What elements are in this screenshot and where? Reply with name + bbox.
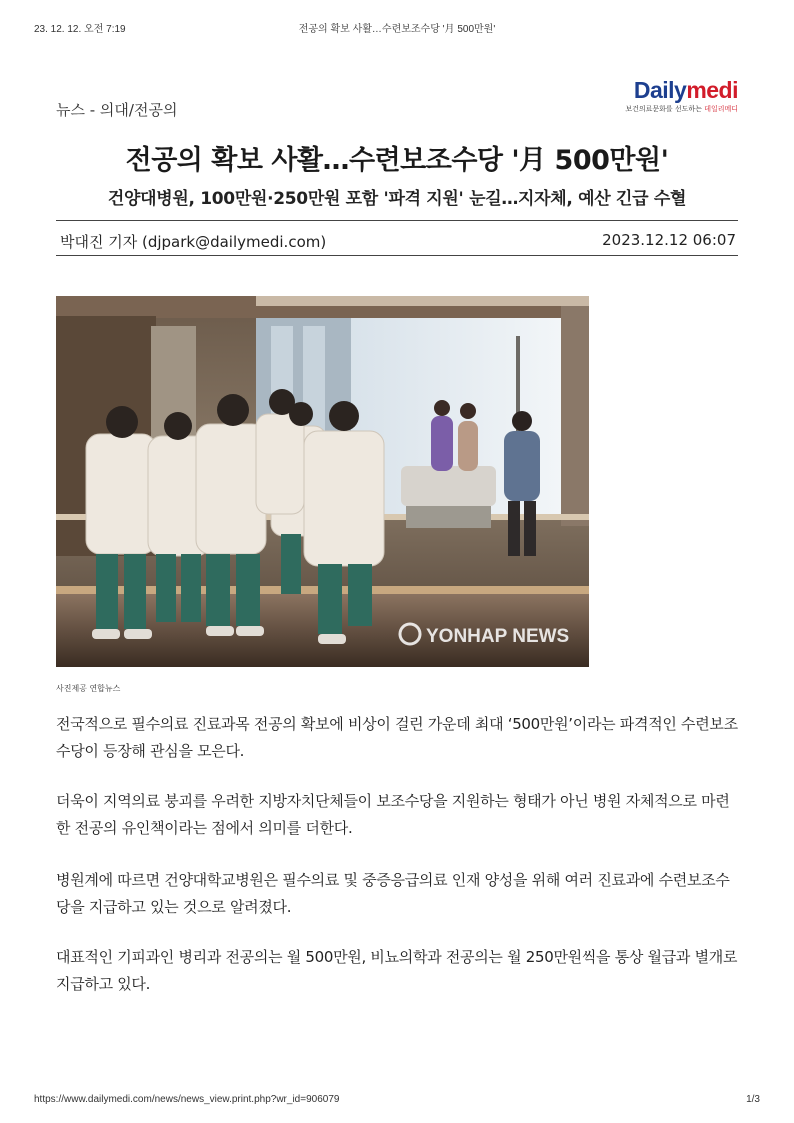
- article-photo: [56, 296, 589, 667]
- logo-tagline: 보건의료문화를 선도하는 데일리메디: [625, 105, 738, 113]
- print-page-title: 전공의 확보 사활…수련보조수당 '月 500만원': [298, 24, 496, 35]
- byline-bottom-divider: [56, 255, 738, 256]
- page-number: 1/3: [746, 1094, 760, 1105]
- dailymedi-logo[interactable]: [614, 78, 738, 118]
- print-datetime: 23. 12. 12. 오전 7:19: [34, 24, 126, 35]
- print-footer: [34, 1094, 760, 1108]
- section-breadcrumb[interactable]: 뉴스 - 의대/전공의: [56, 101, 178, 119]
- byline-top-divider: [56, 220, 738, 221]
- print-header: [34, 20, 760, 34]
- logo-wordmark: Dailymedi: [633, 77, 738, 103]
- article-subtitle: 건양대병원, 100만원·250만원 포함 '파격 지원' 눈길…지자체, 예산 긴급 수혈: [107, 189, 687, 209]
- photo-caption: 사진제공 연합뉴스: [56, 684, 121, 693]
- article-title: 전공의 확보 사활…수련보조수당 '月 500만원': [125, 145, 669, 176]
- photo-watermark: YONHAP NEWS: [426, 626, 570, 647]
- article-paragraph: 대표적인 기피과인 병리과 전공의는 월 500만원, 비뇨의학과 전공의는 월 250만원씩을 통상 월급과 별개로 지급하고 있다.: [56, 948, 738, 993]
- article-paragraph: 병원계에 따르면 건양대학교병원은 필수의료 및 중증응급의료 인재 양성을 위해 여러 진료과에 수련보조수당을 지급하고 있는 것으로 알려졌다.: [56, 871, 730, 916]
- article-author: 박대진 기자 (djpark@dailymedi.com): [60, 233, 327, 251]
- article-paragraph: 더욱이 지역의료 붕괴를 우려한 지방자치단체들이 보조수당을 지원하는 형태가 아닌 병원 자체적으로 마련한 전공의 유인책이라는 점에서 의미를 더한다.: [56, 792, 730, 837]
- article-paragraph: 전국적으로 필수의료 진료과목 전공의 확보에 비상이 걸린 가운데 최대 ‘500만원’이라는 파격적인 수련보조수당이 등장해 관심을 모은다.: [56, 715, 738, 760]
- byline: [56, 230, 738, 252]
- article-date: 2023.12.12 06:07: [602, 231, 736, 249]
- print-url[interactable]: https://www.dailymedi.com/news/news_view.print.php?wr_id=906079: [34, 1094, 340, 1105]
